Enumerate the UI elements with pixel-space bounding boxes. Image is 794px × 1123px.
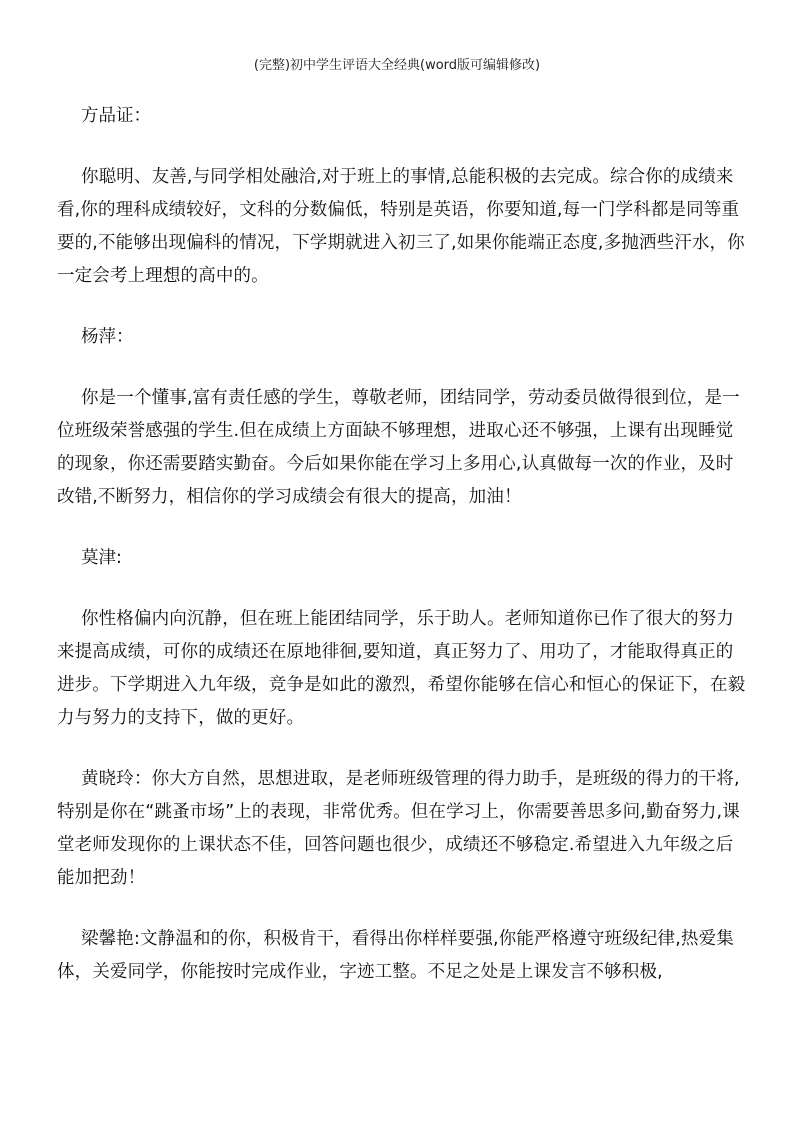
comment-paragraph: 你是一个懂事,富有责任感的学生，尊敬老师，团结同学，劳动委员做得很到位，是一位班级荣誉感强的学生.但在成绩上方面缺不够理想，进取心还不够强，上课有出现睡觉的现象，你还需要踏实勤奋。今后如果你能在学习上多用心,认真做每一次的作业，及时改错,不断努力，相信你的学习成绩会有很大的提高，加油！ xyxy=(57,388,740,507)
document-body xyxy=(57,100,747,989)
comment-paragraph: 梁馨艳:文静温和的你，积极肯干，看得出你样样要强,你能严格遵守班级纪律,热爱集体，关爱同学，你能按时完成作业，字迹工整。不足之处是上课发言不够积极, xyxy=(57,929,734,982)
student-name: 莫津: xyxy=(81,548,122,568)
comment-paragraph: 你性格偏内向沉静，但在班上能团结同学，乐于助人。老师知道你已作了很大的努力来提高成绩，可你的成绩还在原地徘徊,要知道，真正努力了、用功了，才能取得真正的进步。下学期进入九年级，竞争是如此的激烈，希望你能够在信心和恒心的保证下，在毅力与努力的支持下，做的更好。 xyxy=(57,609,746,728)
comment-paragraph: 黄晓玲：你大方自然，思想进取，是老师班级管理的得力助手，是班级的得力的干将,特别是你在“跳蚤市场”上的表现，非常优秀。但在学习上，你需要善思多问,勤奋努力,课堂老师发现你的上课状态不佳，回答问题也很少，成绩还不够稳定.希望进入九年级之后能加把劲！ xyxy=(57,769,740,888)
student-name: 杨萍： xyxy=(81,327,134,347)
page-header: (完整)初中学生评语大全经典(word版可编辑修改) xyxy=(253,58,541,73)
comment-paragraph: 你聪明、友善,与同学相处融洽,对于班上的事情,总能积极的去完成。综合你的成绩来看,你的理科成绩较好，文科的分数偏低，特别是英语，你要知道,每一门学科都是同等重要的,不能够出现偏科的情况，下学期就进入初三了,如果你能端正态度,多抛洒些汗水，你一定会考上理想的高中的。 xyxy=(57,167,745,286)
student-name: 方品证： xyxy=(81,106,151,126)
